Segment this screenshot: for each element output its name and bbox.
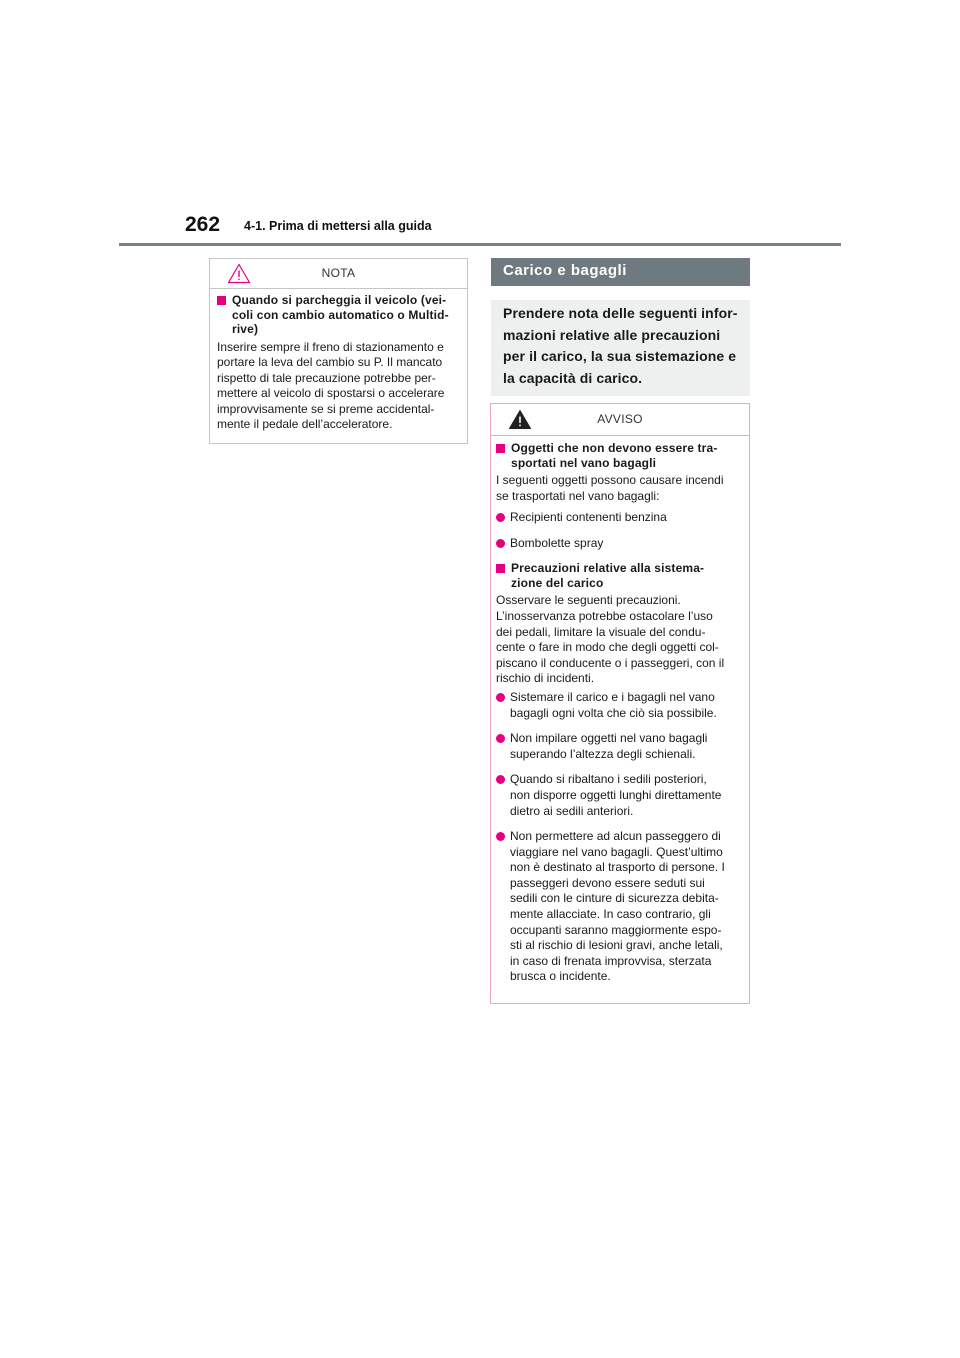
nota-title-line: Quando si parcheggia il veicolo (vei- xyxy=(232,293,447,307)
square-bullet-icon xyxy=(217,296,226,305)
bullet-line: passeggeri devono essere seduti sui xyxy=(510,875,705,890)
nota-text xyxy=(217,340,459,434)
intro-line: per il carico, la sua sistemazione e xyxy=(503,348,737,364)
circle-bullet-icon xyxy=(496,513,505,522)
avviso-text-1 xyxy=(496,473,742,504)
square-bullet-icon xyxy=(496,564,505,573)
square-bullet-icon xyxy=(496,444,505,453)
list-item xyxy=(496,536,742,552)
avviso-text-line: I seguenti oggetti possono causare incendi xyxy=(496,473,724,487)
circle-bullet-icon xyxy=(496,693,505,702)
bullet-line: mente allacciate. In caso contrario, gli xyxy=(510,907,711,922)
nota-title-line: rive) xyxy=(232,322,259,336)
avviso-box xyxy=(490,403,750,1004)
bullet-line: bagagli ogni volta che ciò sia possibile. xyxy=(510,705,717,720)
intro-box xyxy=(491,300,750,396)
nota-text-line: Inserire sempre il freno di stazionamento e xyxy=(217,339,444,354)
intro-line: Prendere nota delle seguenti infor- xyxy=(503,305,738,321)
section-banner xyxy=(491,258,750,286)
avviso-text-2 xyxy=(496,593,742,687)
bullet-line: sti al rischio di lesioni gravi, anche letali, xyxy=(510,938,723,953)
avviso-text-line: L’inosservanza potrebbe ostacolare l’uso xyxy=(496,608,713,623)
list-item xyxy=(496,690,742,721)
avviso-title-line: Precauzioni relative alla sistema- xyxy=(511,561,705,576)
bullet-line: Non permettere ad alcun passeggero di xyxy=(510,829,721,844)
circle-bullet-icon xyxy=(496,832,505,841)
list-item xyxy=(496,731,742,762)
avviso-text-line: rischio di incidenti. xyxy=(496,671,595,686)
nota-text-line: mettere al veicolo di spostarsi o accelerare xyxy=(217,386,445,401)
avviso-text-line: cente o fare in modo che degli oggetti col- xyxy=(496,640,719,655)
avviso-title-line: zione del carico xyxy=(511,575,604,590)
list-item xyxy=(496,772,742,819)
avviso-text-line: piscano il conducente o i passeggeri, con il xyxy=(496,655,725,670)
list-item xyxy=(496,829,742,985)
avviso-header xyxy=(491,404,749,436)
bullet-line: occupanti saranno maggiormente espo- xyxy=(510,922,722,937)
bullet-line: Bombolette spray xyxy=(510,535,604,550)
nota-topic xyxy=(217,293,459,337)
bullet-line: Quando si ribaltano i sedili posteriori, xyxy=(510,772,707,787)
avviso-topic-2 xyxy=(496,561,742,590)
nota-text-line: improvvisamente se si preme accidental- xyxy=(217,401,435,416)
nota-body xyxy=(210,289,467,433)
bullet-line: non è destinato al trasporto di persone. I xyxy=(510,860,725,875)
nota-text-line: mente il pedale dell’acceleratore. xyxy=(217,417,393,432)
nota-topic-title xyxy=(232,293,449,337)
nota-box xyxy=(209,258,468,444)
intro-line: mazioni relative alle precauzioni xyxy=(503,326,721,343)
nota-text-line: rispetto di tale precauzione potrebbe per- xyxy=(217,370,436,385)
nota-title-line: coli con cambio automatico o Multid- xyxy=(232,307,449,322)
bullet-line: in caso di frenata improvvisa, sterzata xyxy=(510,953,712,968)
bullet-line: superando l’altezza degli schienali. xyxy=(510,746,696,761)
banner-title: Carico e bagagli xyxy=(503,262,627,279)
avviso-title-line: sportati nel vano bagagli xyxy=(511,455,657,470)
bullet-line: viaggiare nel vano bagagli. Quest’ultimo xyxy=(510,844,723,859)
bullet-line: brusca o incidente. xyxy=(510,969,611,984)
intro-line: la capacità di carico. xyxy=(503,369,643,386)
page-number: 262 xyxy=(185,213,221,236)
bullet-line: Non impilare oggetti nel vano bagagli xyxy=(510,731,708,746)
header-rule xyxy=(119,243,841,246)
avviso-text-line: dei pedali, limitare la visuale del condu- xyxy=(496,624,706,639)
avviso-body xyxy=(491,436,749,985)
circle-bullet-icon xyxy=(496,775,505,784)
nota-label: NOTA xyxy=(321,266,356,280)
circle-bullet-icon xyxy=(496,539,505,548)
chapter-section-title: 4-1. Prima di mettersi alla guida xyxy=(244,219,432,233)
bullet-line: non disporre oggetti lunghi direttamente xyxy=(510,787,722,802)
avviso-topic-1 xyxy=(496,441,742,470)
circle-bullet-icon xyxy=(496,734,505,743)
nota-text-line: portare la leva del cambio su P. Il mancato xyxy=(217,355,443,370)
list-item xyxy=(496,510,742,526)
nota-header xyxy=(210,259,467,289)
bullet-line: dietro ai sedili anteriori. xyxy=(510,803,634,818)
bullet-line: sedili con le cinture di sicurezza debita- xyxy=(510,891,719,906)
bullet-line: Sistemare il carico e i bagagli nel vano xyxy=(510,689,715,704)
avviso-text-line: Osservare le seguenti precauzioni. xyxy=(496,593,681,608)
avviso-label: AVVISO xyxy=(597,412,643,426)
avviso-title-line: Oggetti che non devono essere tra- xyxy=(511,441,718,455)
bullet-line: Recipienti contenenti benzina xyxy=(510,510,667,525)
avviso-text-line: se trasportati nel vano bagagli: xyxy=(496,488,660,503)
